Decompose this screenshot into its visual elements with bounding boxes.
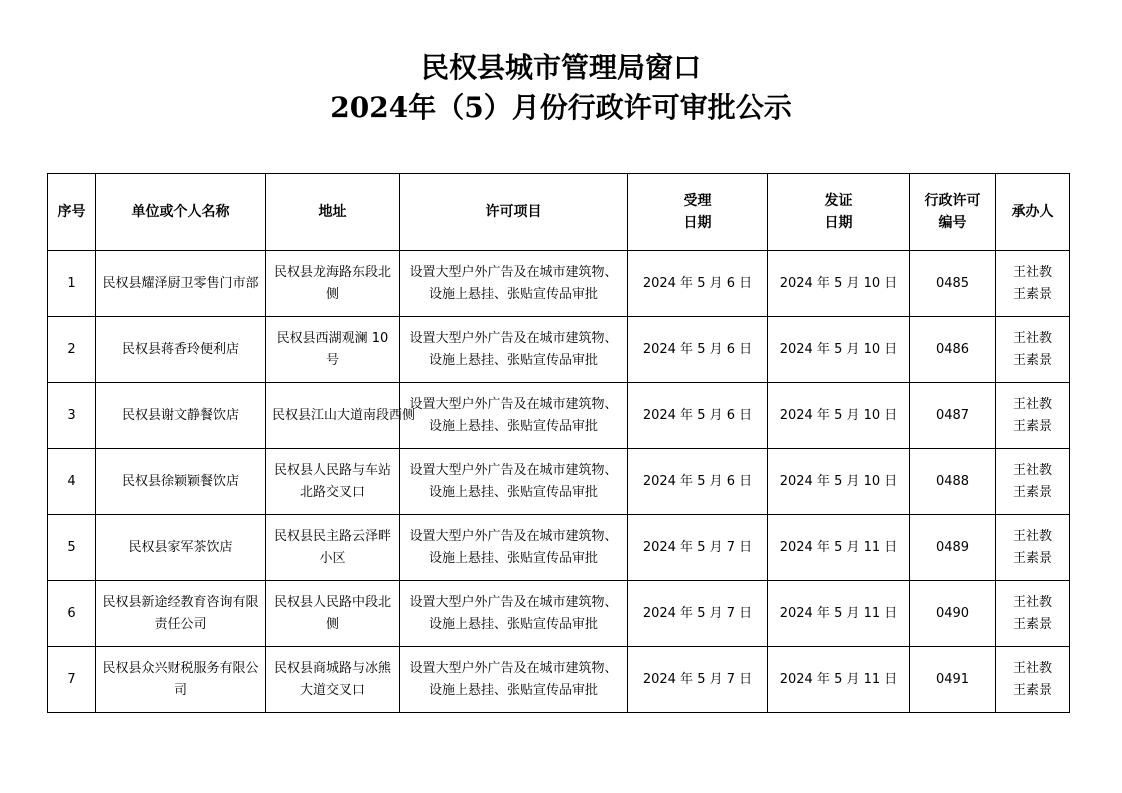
row-item: 设置大型户外广告及在城市建筑物、设施上悬挂、张贴宣传品审批 [400, 251, 628, 317]
row-item: 设置大型户外广告及在城市建筑物、设施上悬挂、张贴宣传品审批 [400, 449, 628, 515]
row-code: 0488 [910, 449, 996, 515]
header-issue-line1: 发证 [824, 193, 853, 209]
row-name: 民权县谢文静餐饮店 [96, 383, 266, 449]
page-subtitle: 2024年（5）月份行政许可审批公示 [330, 91, 792, 124]
row-accept-date: 2024 年 5 月 6 日 [628, 449, 768, 515]
row-issue-date: 2024 年 5 月 11 日 [768, 647, 910, 713]
row-issue-date: 2024 年 5 月 10 日 [768, 449, 910, 515]
row-name: 民权县家军茶饮店 [96, 515, 266, 581]
row-address: 民权县人民路中段北侧 [266, 581, 400, 647]
row-address: 民权县人民路与车站北路交叉口 [266, 449, 400, 515]
table-row [48, 647, 1070, 713]
row-seq: 7 [48, 647, 96, 713]
table-row [48, 383, 1070, 449]
row-item: 设置大型户外广告及在城市建筑物、设施上悬挂、张贴宣传品审批 [400, 581, 628, 647]
row-issue-date: 2024 年 5 月 10 日 [768, 317, 910, 383]
row-code: 0486 [910, 317, 996, 383]
row-handler-2: 王素景 [1012, 616, 1052, 632]
row-handler [996, 449, 1070, 515]
row-seq: 5 [48, 515, 96, 581]
header-accept-date [628, 174, 768, 251]
row-accept-date: 2024 年 5 月 6 日 [628, 317, 768, 383]
row-handler [996, 581, 1070, 647]
row-accept-date: 2024 年 5 月 6 日 [628, 251, 768, 317]
row-code: 0487 [910, 383, 996, 449]
row-handler-2: 王素景 [1012, 484, 1052, 500]
row-handler-1: 王社教 [1012, 396, 1052, 412]
row-address: 民权县商城路与冰熊大道交叉口 [266, 647, 400, 713]
row-issue-date: 2024 年 5 月 10 日 [768, 251, 910, 317]
table-row [48, 449, 1070, 515]
row-code: 0489 [910, 515, 996, 581]
header-seq: 序号 [48, 174, 96, 251]
header-name: 单位或个人名称 [96, 174, 266, 251]
row-name: 民权县新途经教育咨询有限责任公司 [96, 581, 266, 647]
row-name: 民权县徐颖颖餐饮店 [96, 449, 266, 515]
table-row [48, 515, 1070, 581]
row-accept-date: 2024 年 5 月 7 日 [628, 515, 768, 581]
page-title: 民权县城市管理局窗口 [420, 51, 701, 84]
row-handler-2: 王素景 [1012, 682, 1052, 698]
table-row [48, 251, 1070, 317]
row-handler [996, 515, 1070, 581]
header-accept-line2: 日期 [683, 215, 712, 231]
header-address: 地址 [266, 174, 400, 251]
row-handler-1: 王社教 [1012, 330, 1052, 346]
row-accept-date: 2024 年 5 月 6 日 [628, 383, 768, 449]
row-handler-2: 王素景 [1012, 352, 1052, 368]
row-address: 民权县民主路云泽畔小区 [266, 515, 400, 581]
header-issue-date [768, 174, 910, 251]
header-item: 许可项目 [400, 174, 628, 251]
row-address: 民权县江山大道南段西侧 [266, 383, 400, 449]
row-handler-1: 王社教 [1012, 594, 1052, 610]
row-code: 0485 [910, 251, 996, 317]
row-seq: 1 [48, 251, 96, 317]
row-seq: 6 [48, 581, 96, 647]
header-code-line2: 编号 [938, 215, 967, 231]
header-code [910, 174, 996, 251]
row-name: 民权县蒋香玲便利店 [96, 317, 266, 383]
row-seq: 3 [48, 383, 96, 449]
approval-table [47, 173, 1070, 713]
row-handler-1: 王社教 [1012, 660, 1052, 676]
row-issue-date: 2024 年 5 月 10 日 [768, 383, 910, 449]
row-seq: 2 [48, 317, 96, 383]
header-code-line1: 行政许可 [924, 193, 981, 209]
row-item: 设置大型户外广告及在城市建筑物、设施上悬挂、张贴宣传品审批 [400, 515, 628, 581]
table-header-row [48, 174, 1070, 251]
row-item: 设置大型户外广告及在城市建筑物、设施上悬挂、张贴宣传品审批 [400, 317, 628, 383]
row-code: 0490 [910, 581, 996, 647]
row-handler-1: 王社教 [1012, 462, 1052, 478]
row-seq: 4 [48, 449, 96, 515]
row-address: 民权县龙海路东段北侧 [266, 251, 400, 317]
row-code: 0491 [910, 647, 996, 713]
row-name: 民权县耀泽厨卫零售门市部 [96, 251, 266, 317]
row-handler-1: 王社教 [1012, 528, 1052, 544]
header-handler: 承办人 [996, 174, 1070, 251]
row-issue-date: 2024 年 5 月 11 日 [768, 581, 910, 647]
row-accept-date: 2024 年 5 月 7 日 [628, 581, 768, 647]
row-name: 民权县众兴财税服务有限公司 [96, 647, 266, 713]
row-handler [996, 383, 1070, 449]
row-handler-2: 王素景 [1012, 418, 1052, 434]
row-accept-date: 2024 年 5 月 7 日 [628, 647, 768, 713]
row-handler-2: 王素景 [1012, 286, 1052, 302]
row-handler [996, 317, 1070, 383]
row-address: 民权县西湖观澜 10 号 [266, 317, 400, 383]
row-handler-2: 王素景 [1012, 550, 1052, 566]
header-accept-line1: 受理 [683, 193, 712, 209]
row-item: 设置大型户外广告及在城市建筑物、设施上悬挂、张贴宣传品审批 [400, 647, 628, 713]
row-issue-date: 2024 年 5 月 11 日 [768, 515, 910, 581]
table-row [48, 581, 1070, 647]
row-handler-1: 王社教 [1012, 264, 1052, 280]
row-handler [996, 647, 1070, 713]
row-item: 设置大型户外广告及在城市建筑物、设施上悬挂、张贴宣传品审批 [400, 383, 628, 449]
header-issue-line2: 日期 [824, 215, 853, 231]
table-row [48, 317, 1070, 383]
row-handler [996, 251, 1070, 317]
